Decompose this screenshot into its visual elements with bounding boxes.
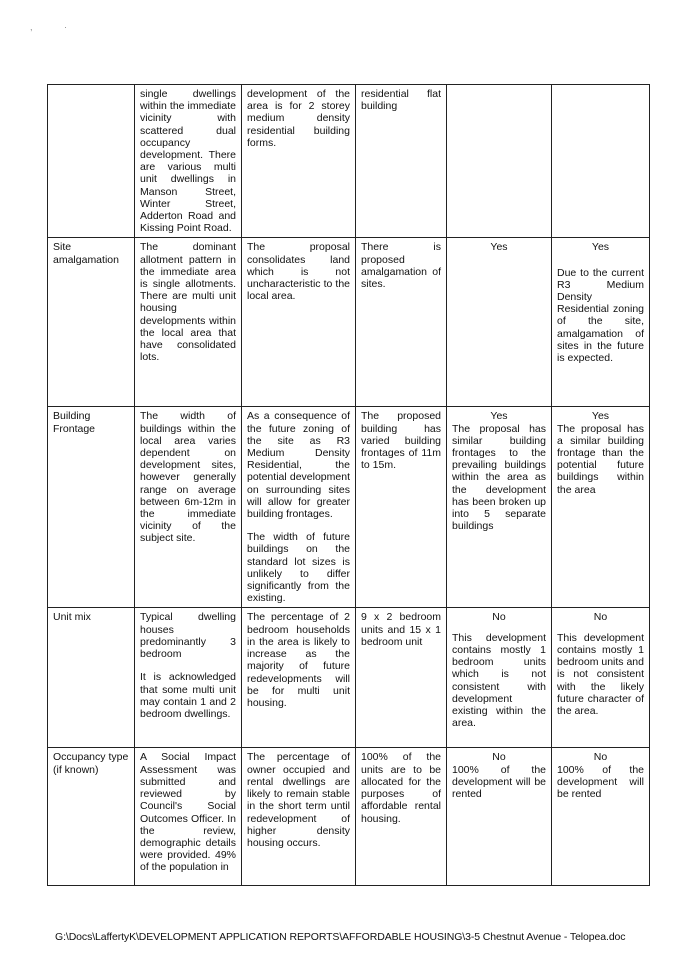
consistent-future-cell	[552, 238, 650, 407]
existing-character-cell	[135, 608, 242, 748]
answer-label: Yes	[591, 241, 610, 254]
proposal-cell: residential flat building	[356, 85, 447, 238]
scan-mark: ·	[64, 22, 67, 32]
scan-mark: ,	[30, 22, 33, 32]
comment-text: The proposal has similar building frontages to the prevailing buildings within the area as the development has been broken up into 5 separate buildings	[452, 422, 546, 533]
comment-text: This development contains mostly 1 bedroom units and is not consistent with the likely future character of the area.	[557, 631, 644, 717]
proposal-cell: The proposed building has varied building frontages of 11m to 15m.	[356, 407, 447, 608]
paragraph: It is acknowledged that some multi unit may contain 1 and 2 bedroom dwellings.	[140, 671, 236, 720]
consistent-existing-cell	[447, 608, 552, 748]
consistent-future-cell	[552, 407, 650, 608]
consistent-existing-cell	[447, 748, 552, 886]
comment-text: Due to the current R3 Medium Density Residential zoning of the site, amalgamation of sites in the future is expected.	[557, 266, 644, 365]
existing-character-cell: The dominant allotment pattern in the immediate area is single allotments. There are multi unit housing developments within the local area that have consolidated lots.	[135, 238, 242, 407]
answer-label: Yes	[490, 410, 508, 423]
criterion-cell: Occupancy type (if known)	[48, 748, 135, 886]
consistent-future-cell	[552, 608, 650, 748]
table-row	[48, 407, 650, 608]
criterion-cell: Unit mix	[48, 608, 135, 748]
consistent-future-cell	[552, 85, 650, 238]
future-character-cell: The percentage of owner occupied and rental dwellings are likely to remain stable in the short term until redevelopment of higher density housing occurs.	[242, 748, 356, 886]
answer-label: No	[593, 751, 608, 764]
consistent-existing-cell	[447, 407, 552, 608]
comment-text: 100% of the development will be rented	[557, 763, 644, 801]
answer-label: Yes	[490, 241, 508, 254]
answer-label: No	[492, 611, 506, 624]
paragraph: Typical dwelling houses predominantly 3 bedroom	[140, 611, 236, 661]
consistent-future-cell	[552, 748, 650, 886]
table-row	[48, 238, 650, 407]
answer-label: Yes	[591, 410, 610, 423]
answer-label: No	[593, 611, 608, 624]
comment-text: 100% of the development will be rented	[452, 763, 546, 801]
comment-text: This development contains mostly 1 bedroom units which is not consistent with development existing within the area.	[452, 631, 546, 730]
proposal-cell: There is proposed amalgamation of sites.	[356, 238, 447, 407]
proposal-cell: 100% of the units are to be allocated for the purposes of affordable rental housing.	[356, 748, 447, 886]
comment-text: The proposal has a similar building frontage than the potential future buildings within the area	[557, 422, 644, 496]
assessment-table	[47, 84, 650, 886]
criterion-cell: Site amalgamation	[48, 238, 135, 407]
criterion-cell: Building Frontage	[48, 407, 135, 608]
table-row	[48, 85, 650, 238]
proposal-cell: 9 x 2 bedroom units and 15 x 1 bedroom unit	[356, 608, 447, 748]
future-character-cell	[242, 407, 356, 608]
paragraph: The width of future buildings on the standard lot sizes is unlikely to differ significantly from the existing.	[247, 531, 350, 605]
existing-character-cell: The width of buildings within the local area varies dependent on development sites, however generally range on average between 6m-12m in the immediate vicinity of the subject site.	[135, 407, 242, 608]
consistent-existing-cell	[447, 85, 552, 238]
criterion-cell	[48, 85, 135, 238]
future-character-cell: The percentage of 2 bedroom households in the area is likely to increase as the majority of future redevelopments will be for multi unit housing.	[242, 608, 356, 748]
future-character-cell: development of the area is for 2 storey medium density residential building forms.	[242, 85, 356, 238]
future-character-cell: The proposal consolidates land which is not uncharacteristic to the local area.	[242, 238, 356, 407]
consistent-existing-cell	[447, 238, 552, 407]
answer-label: No	[492, 751, 506, 764]
existing-character-cell: A Social Impact Assessment was submitted and reviewed by Council's Social Outcomes Officer. In the review, demographic details were provided. 49% of the population in	[135, 748, 242, 886]
table-row	[48, 608, 650, 748]
existing-character-cell: single dwellings within the immediate vicinity with scattered dual occupancy development. There are various multi unit dwellings in Manson Street, Winter Street, Adderton Road and Kissing Point Road.	[135, 85, 242, 238]
table-row	[48, 748, 650, 886]
paragraph: As a consequence of the future zoning of the site as R3 Medium Density Residential, the potential development on surrounding sites will allow for greater building frontages.	[247, 410, 350, 521]
file-path-footer: G:\Docs\LaffertyK\DEVELOPMENT APPLICATION REPORTS\AFFORDABLE HOUSING\3-5 Chestnut Avenue - Telopea.doc	[55, 931, 626, 943]
